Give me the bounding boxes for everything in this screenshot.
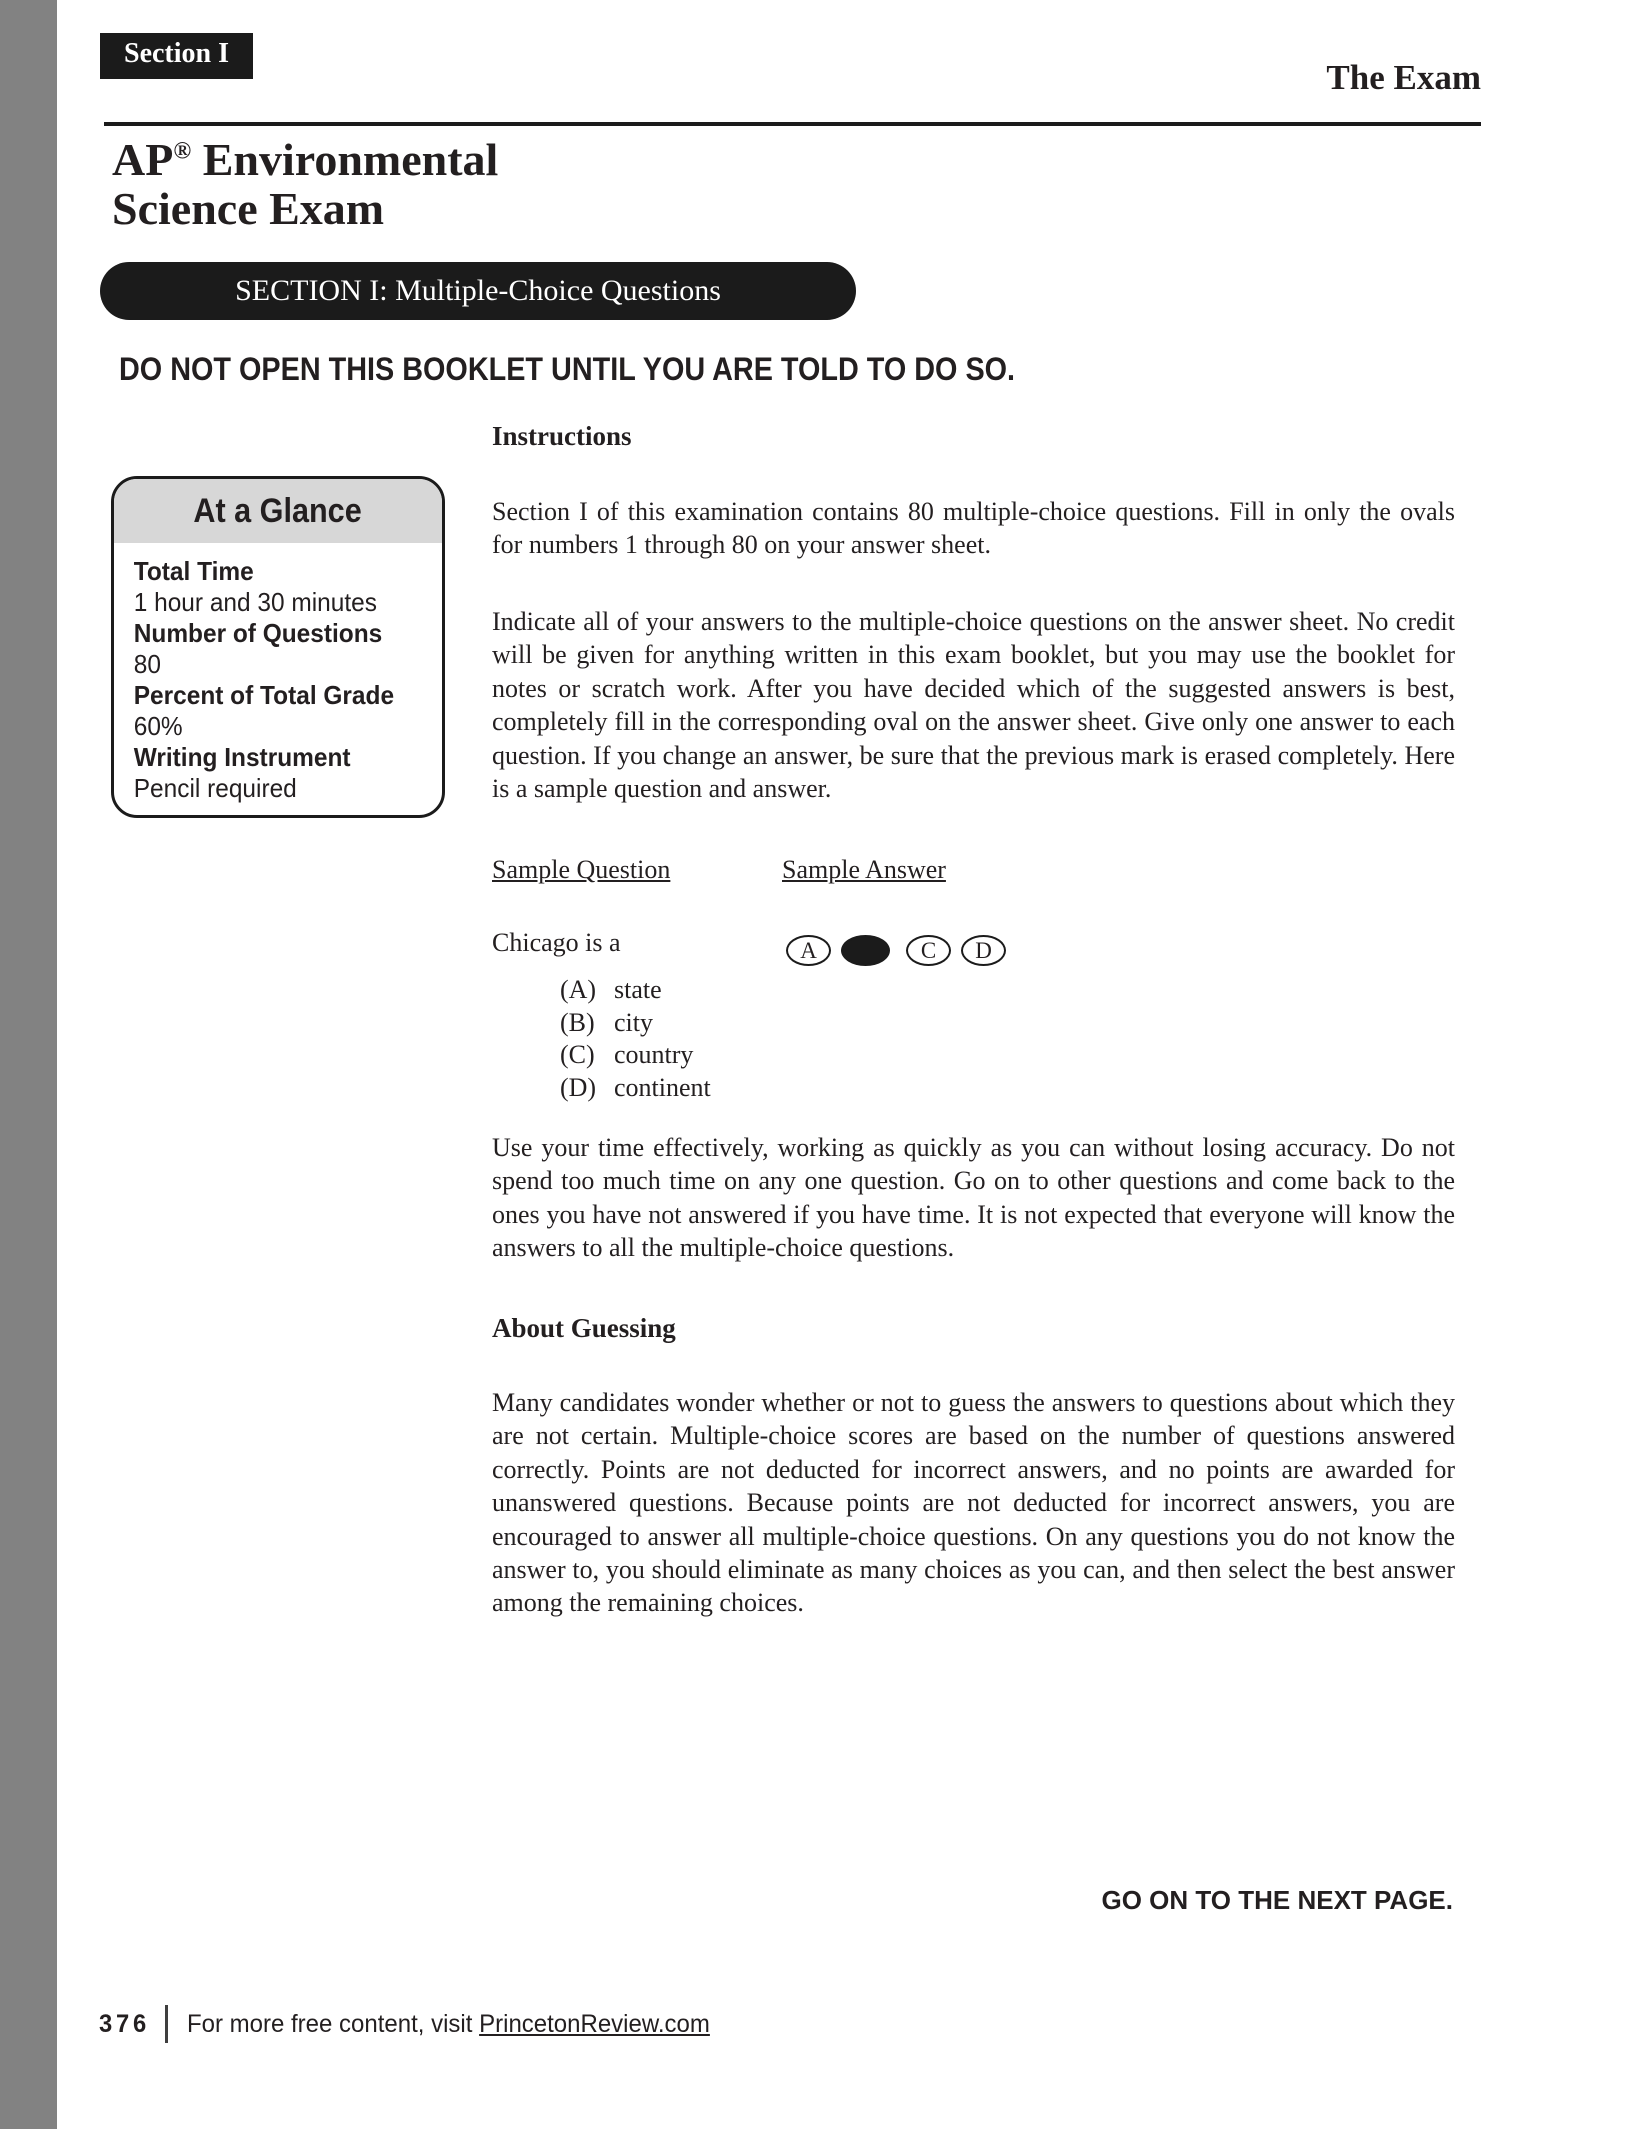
footer-divider: [165, 2005, 168, 2043]
about-guessing-paragraph: Many candidates wonder whether or not to guess the answers to questions about which they are not certain. Multiple-choice scores are based on the number of questions answered correctly. Points are not deducted for incorrect answers, and no points are awarded for unanswered questions. Because points are not deducted for incorrect answers, you are encouraged to answer all multiple-choice questions. On any questions you do not know the answer to, you should eliminate as many choices as you can, and then select the best answer among the remaining choices.: [492, 1388, 1455, 1618]
instructions-paragraph-3: Use your time effectively, working as quickly as you can without losing accuracy. Do not spend too much time on any one question. Go on to other questions and come back to the ones you have not answered if you have time. It is not expected that everyone will know the answers to all the multiple-choice questions.: [492, 1133, 1455, 1263]
sample-answer-options: [560, 974, 711, 1104]
sample-question-label: Sample Question: [492, 855, 671, 884]
glance-item-label: Writing Instrument: [133, 742, 351, 772]
title-line1: Environmental: [202, 134, 499, 185]
answer-option-text: continent: [614, 1072, 711, 1102]
answer-option-row: [560, 1007, 711, 1040]
answer-bubble: A: [786, 935, 831, 966]
answer-bubble: C: [906, 935, 951, 966]
title-ap: AP: [112, 134, 174, 185]
glance-item-value: 80: [133, 649, 161, 679]
at-a-glance-box: [111, 476, 445, 818]
section-pill: [100, 262, 856, 320]
registered-mark: ®: [173, 138, 192, 165]
answer-option-letter: (C): [560, 1040, 595, 1069]
answer-option-row: [560, 1072, 711, 1105]
page-title: [112, 136, 498, 234]
header-rule: [104, 122, 1481, 126]
answer-option-letter: (A): [560, 975, 597, 1004]
left-margin-strip: [0, 0, 57, 2129]
princeton-review-link[interactable]: PrincetonReview.com: [478, 2009, 710, 2038]
answer-bubble: D: [961, 935, 1006, 966]
instructions-paragraph-2: Indicate all of your answers to the multiple-choice questions on the answer sheet. No credit will be given for anything written in this exam booklet, but you may use the booklet for notes or scratch work. After you have decided which of the suggested answers is best, completely fill in the corresponding oval on the answer sheet. Give only one answer to each question. If you change an answer, be sure that the previous mark is erased completely. Here is a sample question and answer.: [492, 607, 1455, 804]
glance-item-label: Total Time: [133, 556, 254, 586]
answer-option-letter: (B): [560, 1007, 595, 1037]
footer-text-prefix: For more free content, visit: [186, 2009, 479, 2038]
answer-option-text: city: [614, 1007, 653, 1037]
sample-answer-bubbles: [786, 935, 1016, 966]
section-badge: [100, 33, 253, 79]
footer-text: [187, 2010, 710, 2039]
answer-option-letter: (D): [560, 1072, 597, 1102]
answer-option-text: state: [614, 975, 662, 1004]
at-a-glance-header: [114, 479, 442, 543]
glance-item-label: Percent of Total Grade: [133, 680, 395, 710]
at-a-glance-title: At a Glance: [193, 491, 363, 530]
sample-answer-label: Sample Answer: [782, 855, 946, 884]
chapter-title: The Exam: [1326, 58, 1481, 97]
instructions-paragraph-1: Section I of this examination contains 80 multiple-choice questions. Fill in only the ovals for numbers 1 through 80 on your answer sheet.: [492, 497, 1455, 560]
go-on-next-page: GO ON TO THE NEXT PAGE.: [1101, 1885, 1453, 1915]
answer-option-row: [560, 1039, 711, 1072]
answer-option-row: [560, 974, 711, 1007]
do-not-open-warning: DO NOT OPEN THIS BOOKLET UNTIL YOU ARE TOLD TO DO SO.: [119, 351, 1016, 387]
title-line2: Science Exam: [112, 182, 385, 234]
instructions-heading: Instructions: [492, 421, 632, 451]
answer-option-text: country: [614, 1040, 694, 1069]
sample-question-text: Chicago is a: [492, 928, 621, 957]
section-badge-label: Section I: [124, 38, 229, 69]
glance-item-value: 1 hour and 30 minutes: [133, 587, 377, 617]
glance-item-label: Number of Questions: [133, 618, 383, 648]
glance-item-value: 60%: [133, 711, 183, 741]
glance-item-value: Pencil required: [133, 773, 297, 803]
section-pill-label: SECTION I: Multiple-Choice Questions: [235, 274, 721, 307]
answer-bubble-filled: [841, 935, 890, 966]
page-footer: [99, 2005, 731, 2043]
page-number: 376: [99, 2009, 151, 2038]
about-guessing-heading: About Guessing: [492, 1313, 676, 1343]
at-a-glance-items: [114, 543, 444, 804]
